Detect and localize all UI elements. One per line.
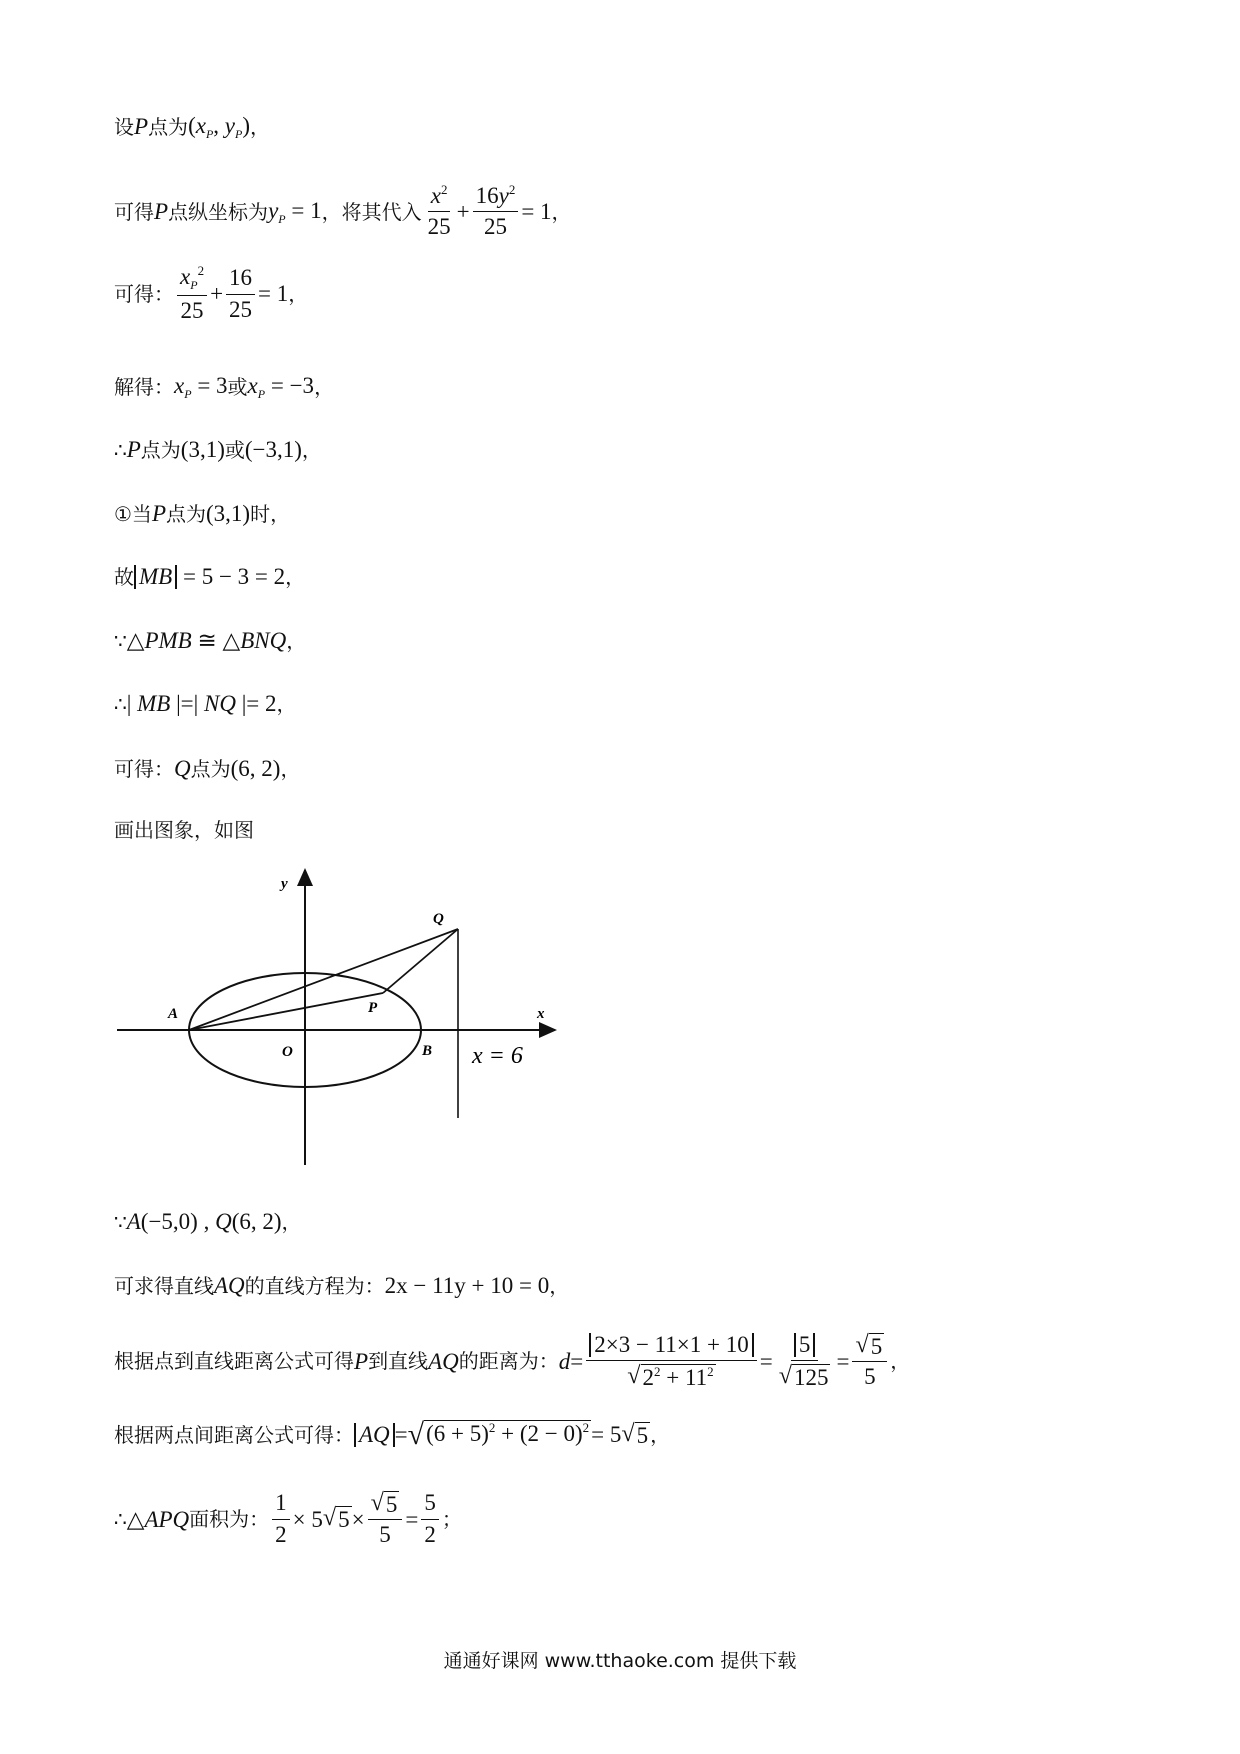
distance-formula: d = 2×3 − 11×1 + 10 √ $2^2 + 11^2$ = 5 √ 125 = √ 5 5 bbox=[559, 1332, 890, 1391]
line-a-q: ∵ A(−5,0) , Q(6, 2) ， bbox=[114, 1209, 302, 1234]
label-b: B bbox=[422, 1043, 433, 1059]
line-case-1: ①当 P 点为 (3,1) 时， bbox=[114, 501, 291, 526]
label-a: A bbox=[168, 1006, 179, 1022]
label-x: x bbox=[537, 1006, 545, 1022]
line-draw: 画出图象，如图 bbox=[114, 818, 254, 842]
line-set-p: 设 P 点为 ($x_P$, $y_P$) ， bbox=[114, 113, 271, 141]
equation: $\frac{x_P^2}{25}$ + $\frac{16}{25}$ = 1 bbox=[174, 264, 288, 324]
label-y: y bbox=[281, 876, 288, 892]
var-p: P bbox=[134, 113, 149, 139]
yp-eq: $y_P = 1$ bbox=[268, 198, 322, 227]
ellipse-equation: $\frac{x^2}{25}$ + $\frac{16y^2}{25}$ = 1 bbox=[427, 182, 552, 240]
line-mb-nq: ∴ | MB |=| NQ |= 2 ， bbox=[114, 691, 297, 716]
label-p: P bbox=[368, 1000, 378, 1016]
label-q: Q bbox=[433, 911, 444, 927]
label-o: O bbox=[282, 1044, 293, 1060]
segment-ap bbox=[189, 993, 383, 1030]
point-p-expr: ($x_P$, $y_P$) bbox=[188, 113, 251, 141]
area-formula: $\frac{1}{2}$ × 5 √ 5 × √ 5 5 = $\frac{5}{2}$ bbox=[269, 1490, 442, 1549]
line-mb: 故 MB = 5 − 3 = 2 ， bbox=[114, 564, 306, 589]
line-solve: 解得： $x_P = 3$ 或 $x_P = -3$ ， bbox=[114, 373, 335, 401]
line-area: ∴ △APQ 面积为： $\frac{1}{2}$ × 5 √ 5 × √ 5 5 = $\frac{5}{2}$ ； bbox=[114, 1489, 462, 1548]
aq-length-formula: AQ = √ $(6 + 5)^2 + (2 - 0)^2$ = 5 √ 5 bbox=[354, 1420, 650, 1450]
line-get: 可得： $\frac{x_P^2}{25}$ + $\frac{16}{25}$ = 1 ， bbox=[114, 263, 309, 323]
label-x-equals-6: x = 6 bbox=[472, 1043, 523, 1069]
ellipse-figure bbox=[110, 860, 570, 1170]
line-aq-equation: 可求得直线 AQ 的直线方程为： 2x − 11y + 10 = 0 ， bbox=[114, 1273, 570, 1298]
text: 点为 bbox=[148, 114, 189, 139]
line-q-point: 可得： Q 点为 (6, 2) ， bbox=[114, 756, 301, 781]
line-substitute: 可得 P 点纵坐标为 $y_P = 1$ ，将其代入 $\frac{x^2}{25}$ + $\frac{16y^2}{25}$ = 1 ， bbox=[114, 182, 572, 240]
line-aq-length: 根据两点间距离公式可得： AQ = √ $(6 + 5)^2 + (2 - 0)^2$ = 5 √ 5 ， bbox=[114, 1418, 671, 1451]
footer: 通通好课网 www.tthaoke.com 提供下载 bbox=[443, 1650, 797, 1672]
line-congruent: ∵ △PMB ≅ △BNQ ， bbox=[114, 628, 307, 653]
text: 设 bbox=[114, 114, 134, 139]
segment-pq bbox=[383, 929, 458, 993]
line-p-points: ∴ P 点为 (3,1) 或 (−3,1) ， bbox=[114, 437, 322, 462]
line-distance: 根据点到直线距离公式可得 P 到直线 AQ 的距离为： d = 2×3 − 11×1 + 10 √ $2^2 + 11^2$ = 5 √ 125 = √ 5 5 ， bbox=[114, 1331, 911, 1391]
